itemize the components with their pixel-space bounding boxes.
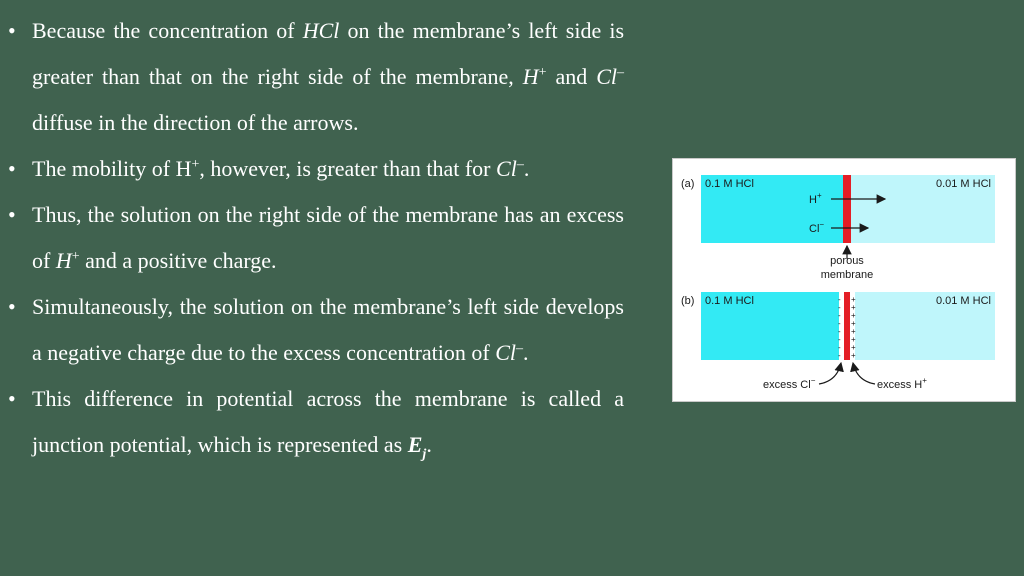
panel-b-tag: (b) — [681, 295, 695, 307]
svg-text:-: - — [838, 335, 841, 344]
svg-text:+: + — [851, 327, 856, 336]
bullet-text: and a positive charge. — [79, 248, 277, 273]
bullet-text: on the membrane’s left side is greater than that on the right side of the membrane, — [32, 18, 625, 89]
membrane-label-line1: porous — [830, 255, 864, 267]
panel-b-left-concentration: 0.1 M HCl — [705, 295, 754, 307]
bullet-text: . — [523, 340, 529, 365]
hcl-formula: HCl — [302, 18, 340, 43]
bullet-text: and — [546, 64, 597, 89]
excess-h-arrow — [853, 363, 875, 384]
bullet-positive-charge — [8, 192, 624, 284]
svg-text:-: - — [838, 311, 841, 320]
panel-b-right-concentration: 0.01 M HCl — [935, 295, 991, 307]
bullet-text: . — [426, 432, 432, 457]
bullet-text: Because the concentration of — [32, 18, 303, 43]
svg-text:+: + — [851, 319, 856, 328]
h-ion-label: H+ — [809, 191, 822, 206]
figure-svg — [673, 159, 1015, 401]
h-ion-charge: + — [191, 157, 200, 172]
excess-cl-arrow — [819, 363, 841, 384]
cl-ion: Cl — [495, 340, 517, 365]
junction-potential-figure — [672, 158, 1016, 402]
bullet-hcl-diffusion — [8, 8, 624, 146]
cl-ion-charge: – — [516, 157, 524, 172]
membrane-label-line2: membrane — [820, 269, 874, 281]
panel-b-membrane — [844, 292, 850, 360]
svg-text:+: + — [851, 343, 856, 352]
svg-text:+: + — [851, 311, 856, 320]
bullet-text: This difference in potential across the membrane is called a junction potential, which is represented as — [32, 386, 624, 457]
cl-ion: Cl — [496, 156, 517, 181]
panel-a-right-concentration: 0.01 M HCl — [935, 178, 991, 190]
panel-a-left-concentration: 0.1 M HCl — [705, 178, 754, 190]
bullet-text: Thus, the solution on the right side of the membrane has an excess of — [32, 202, 624, 273]
excess-h-label: excess H+ — [877, 376, 927, 391]
svg-text:+: + — [851, 351, 856, 360]
cl-ion-charge: – — [516, 341, 524, 356]
svg-text:+: + — [851, 335, 856, 344]
h-ion: H — [55, 248, 72, 273]
bullet-text: . — [523, 156, 530, 181]
svg-text:-: - — [838, 319, 841, 328]
h-ion-charge: + — [538, 65, 547, 80]
junction-potential-symbol: E — [407, 432, 423, 457]
bullet-junction-potential — [8, 376, 624, 468]
panel-a-membrane — [843, 175, 851, 243]
svg-text:+: + — [851, 303, 856, 312]
svg-text:-: - — [838, 327, 841, 336]
svg-text:+: + — [851, 295, 856, 304]
svg-text:-: - — [838, 343, 841, 352]
svg-text:-: - — [838, 295, 841, 304]
svg-text:-: - — [838, 351, 841, 360]
bullet-text: The mobility of H — [32, 156, 192, 181]
bullet-list — [8, 8, 624, 468]
svg-text:-: - — [838, 303, 841, 312]
cl-ion-label: Cl− — [809, 220, 825, 235]
bullet-text: , however, is greater than that for — [199, 156, 497, 181]
panel-a-tag: (a) — [681, 178, 695, 190]
h-ion: H — [522, 64, 539, 89]
bullet-mobility — [8, 146, 624, 192]
cl-ion-charge: – — [617, 65, 625, 80]
bullet-text: diffuse in the direction of the arrows. — [32, 110, 359, 135]
bullet-text: Simultaneously, the solution on the membrane’s left side develops a negative charge due to the excess concentration of — [32, 294, 624, 365]
junction-potential-subscript: j — [422, 447, 427, 462]
bullet-negative-charge — [8, 284, 624, 376]
cl-ion: Cl — [596, 64, 618, 89]
excess-cl-label: excess Cl− — [763, 376, 816, 391]
h-ion-charge: + — [71, 249, 80, 264]
